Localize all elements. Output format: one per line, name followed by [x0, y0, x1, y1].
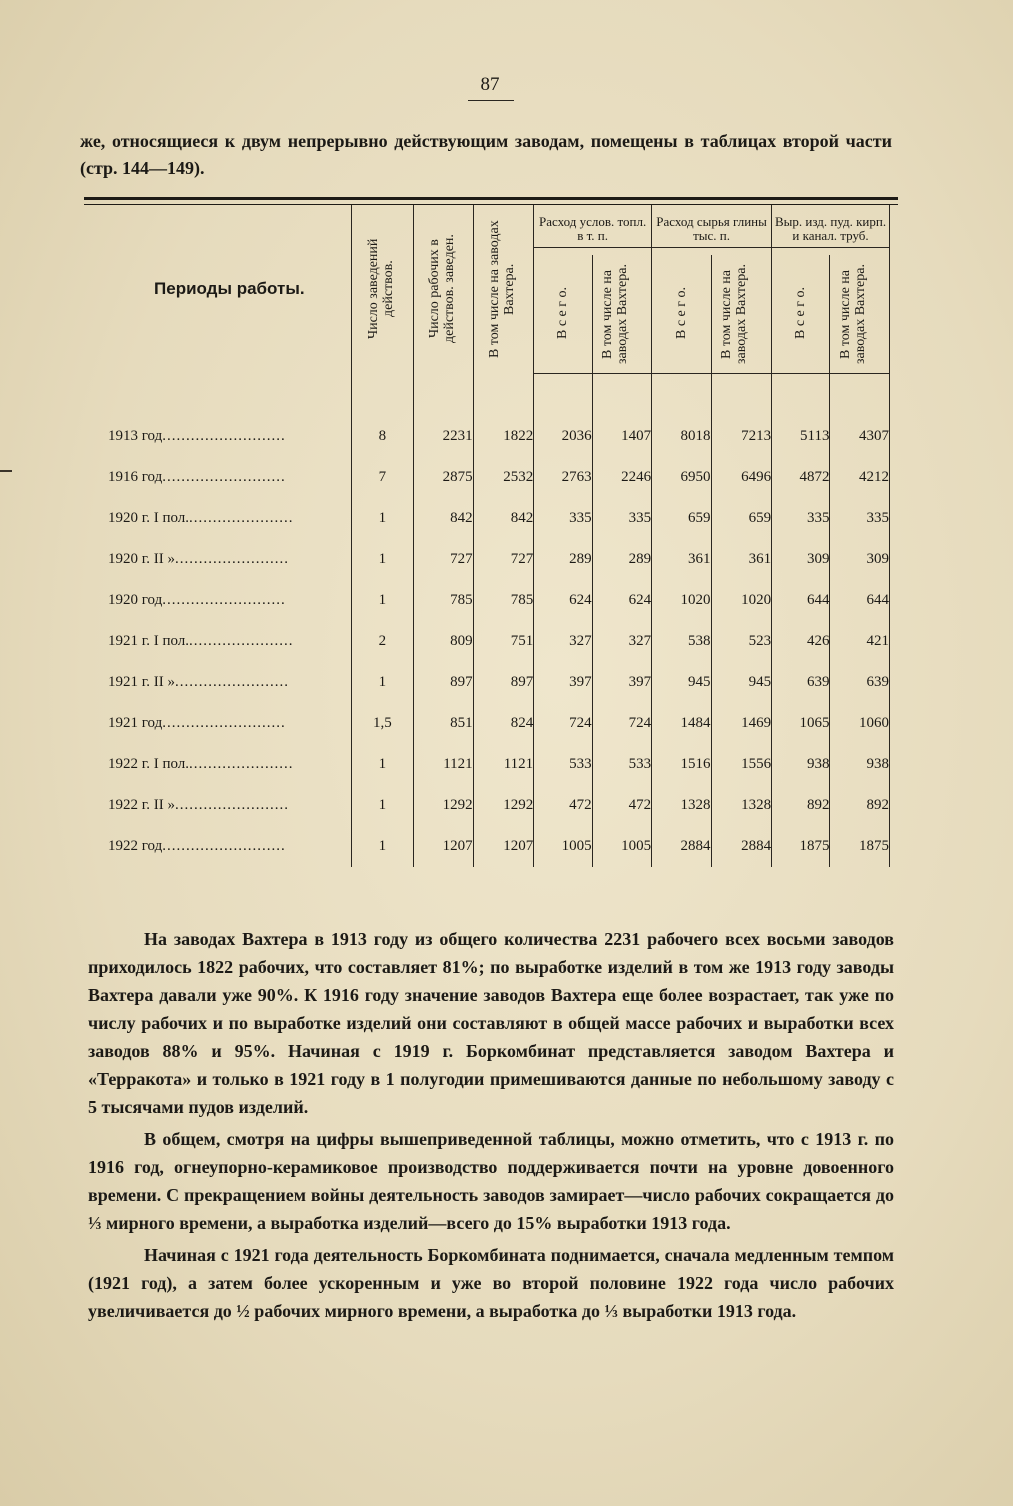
cell-fuel: 724: [534, 703, 592, 744]
cell-output-v: 1060: [830, 703, 890, 744]
row-period-label: [108, 416, 351, 457]
period-text: 1922 г. II »: [108, 796, 175, 813]
header-periods-label: Периоды работы.: [154, 279, 305, 298]
cell-clay-v: 361: [711, 539, 772, 580]
leader-dots: ..........................: [162, 427, 286, 444]
leader-dots: ......................: [189, 755, 294, 772]
cell-clay-v: 1556: [711, 744, 772, 785]
cell-output-v: 639: [830, 662, 890, 703]
cell-enterprises: 2: [351, 621, 414, 662]
header-output-total: [772, 255, 830, 374]
cell-clay-v: 6496: [711, 457, 772, 498]
cell-clay: 538: [652, 621, 711, 662]
cell-output: 335: [772, 498, 830, 539]
header-output-group: [772, 205, 890, 255]
cell-workers: 1207: [414, 826, 473, 867]
table-row: [108, 785, 890, 826]
header-num-workers: [414, 205, 473, 373]
cell-clay: 2884: [652, 826, 711, 867]
cell-fuel-v: 1005: [592, 826, 651, 867]
cell-fuel-v: 335: [592, 498, 651, 539]
cell-clay: 945: [652, 662, 711, 703]
table-row: [108, 498, 890, 539]
header-fuel-total-label: В с е г о.: [555, 287, 571, 340]
leader-dots: ........................: [174, 673, 289, 690]
cell-enterprises: 1: [351, 785, 414, 826]
leader-dots: ......................: [189, 632, 294, 649]
cell-fuel: 335: [534, 498, 592, 539]
cell-output: 644: [772, 580, 830, 621]
cell-clay-v: 523: [711, 621, 772, 662]
leader-dots: ..........................: [162, 714, 286, 731]
cell-workers: 851: [414, 703, 473, 744]
cell-fuel: 2763: [534, 457, 592, 498]
table-row: [108, 703, 890, 744]
table-row: [108, 539, 890, 580]
cell-fuel: 289: [534, 539, 592, 580]
header-workers-vakhter-label: В том числе на заводах Вахтера.: [487, 220, 518, 358]
cell-clay: 361: [652, 539, 711, 580]
cell-output-v: 309: [830, 539, 890, 580]
cell-clay: 1516: [652, 744, 711, 785]
cell-enterprises: 1: [351, 580, 414, 621]
leader-dots: ........................: [174, 796, 289, 813]
cell-fuel-v: 397: [592, 662, 651, 703]
cell-workers-v: 1292: [473, 785, 534, 826]
cell-clay: 1020: [652, 580, 711, 621]
header-clay-vakhter: [711, 255, 772, 374]
period-text: 1922 год: [108, 837, 163, 854]
header-clay-vakhter-label: В том числе на заводах Вахтера.: [719, 263, 750, 364]
cell-clay-v: 1020: [711, 580, 772, 621]
cell-workers: 1121: [414, 744, 473, 785]
cell-output: 5113: [772, 416, 830, 457]
paragraph-3: Начиная с 1921 года деятельность Боркомбината поднимается, сначала медленным темпом (1921 год), а затем более ускоренным и уже во второй половине 1922 года число рабочих увеличивается до ½ рабочих мирного времени, а выработка до ⅓ выработки 1913 года.: [88, 1245, 894, 1321]
table-row: [108, 416, 890, 457]
cell-clay-v: 7213: [711, 416, 772, 457]
cell-enterprises: 1,5: [351, 703, 414, 744]
cell-output: 639: [772, 662, 830, 703]
page-number-rule: [468, 100, 514, 101]
cell-fuel: 624: [534, 580, 592, 621]
cell-fuel-v: 533: [592, 744, 651, 785]
period-text: 1913 год: [108, 427, 163, 444]
leader-dots: ..........................: [162, 837, 286, 854]
row-period-label: [108, 785, 351, 826]
period-text: 1922 г. I пол.: [108, 755, 190, 772]
cell-output: 1065: [772, 703, 830, 744]
header-clay-group: [652, 205, 772, 255]
cell-enterprises: 1: [351, 498, 414, 539]
cell-enterprises: 1: [351, 744, 414, 785]
cell-clay-v: 2884: [711, 826, 772, 867]
cell-enterprises: 1: [351, 826, 414, 867]
cell-fuel-v: 472: [592, 785, 651, 826]
cell-output: 4872: [772, 457, 830, 498]
cell-clay-v: 945: [711, 662, 772, 703]
period-text: 1920 г. I пол.: [108, 509, 190, 526]
body-text: [88, 925, 894, 1325]
statistics-table-block: [84, 197, 898, 867]
cell-workers: 897: [414, 662, 473, 703]
header-fuel-total: [534, 255, 592, 374]
leader-dots: ..........................: [162, 591, 286, 608]
cell-output-v: 938: [830, 744, 890, 785]
cell-enterprises: 1: [351, 539, 414, 580]
cell-workers-v: 2532: [473, 457, 534, 498]
cell-output: 1875: [772, 826, 830, 867]
cell-enterprises: 1: [351, 662, 414, 703]
cell-clay-v: 1328: [711, 785, 772, 826]
header-fuel-group-label: Расход услов. топл. в т. п.: [534, 211, 651, 248]
cell-fuel: 327: [534, 621, 592, 662]
period-text: 1920 год: [108, 591, 163, 608]
period-text: 1916 год: [108, 468, 163, 485]
cell-workers-v: 727: [473, 539, 534, 580]
header-clay-group-label: Расход сырья глины тыс. п.: [652, 211, 771, 248]
cell-fuel-v: 1407: [592, 416, 651, 457]
table-row: [108, 457, 890, 498]
period-text: 1921 г. II »: [108, 673, 175, 690]
row-period-label: [108, 498, 351, 539]
cell-workers-v: 897: [473, 662, 534, 703]
paragraph-2: В общем, смотря на цифры вышеприведенной таблицы, можно отметить, что с 1913 г. по 1916 год, огнеупорно-керамиковое производство поддерживается почти на уровне довоенного времени. С прекращением войны деятельность заводов замирает—число рабочих сокращается до ⅓ мирного времени, а выработка изделий—всего до 15% выработки 1913 года.: [88, 1129, 894, 1233]
header-output-group-label: Выр. изд. пуд. кирп. и канал. труб.: [772, 211, 889, 248]
leader-dots: ......................: [189, 509, 294, 526]
table-row: [108, 580, 890, 621]
header-clay-total-label: В с е г о.: [673, 287, 689, 340]
header-num-enterprises: [351, 205, 414, 373]
cell-workers-v: 751: [473, 621, 534, 662]
cell-workers-v: 785: [473, 580, 534, 621]
cell-clay: 8018: [652, 416, 711, 457]
row-period-label: [108, 580, 351, 621]
header-fuel-vakhter-label: В том числе на заводах Вахтера.: [599, 263, 630, 364]
cell-enterprises: 7: [351, 457, 414, 498]
statistics-table: [108, 205, 890, 867]
table-row: [108, 744, 890, 785]
cell-output-v: 644: [830, 580, 890, 621]
header-num-enterprises-label: Число заведений действов.: [366, 238, 397, 340]
cell-fuel-v: 289: [592, 539, 651, 580]
cell-output-v: 421: [830, 621, 890, 662]
cell-output: 426: [772, 621, 830, 662]
leader-dots: ..........................: [162, 468, 286, 485]
header-output-vakhter-label: В том числе на заводах Вахтера.: [837, 263, 868, 364]
header-output-vakhter: [830, 255, 890, 374]
cell-output-v: 892: [830, 785, 890, 826]
cell-fuel-v: 724: [592, 703, 651, 744]
cell-fuel: 1005: [534, 826, 592, 867]
table-row: [108, 621, 890, 662]
cell-workers: 2231: [414, 416, 473, 457]
cell-workers: 785: [414, 580, 473, 621]
cell-fuel-v: 327: [592, 621, 651, 662]
cell-output: 309: [772, 539, 830, 580]
cell-workers-v: 842: [473, 498, 534, 539]
cell-clay: 659: [652, 498, 711, 539]
intro-paragraph: же, относящиеся к двум непрерывно действующим заводам, помещены в таблицах второй части (стр. 144—149).: [80, 131, 892, 178]
leader-dots: ........................: [174, 550, 289, 567]
row-period-label: [108, 457, 351, 498]
cell-fuel-v: 2246: [592, 457, 651, 498]
row-period-label: [108, 744, 351, 785]
cell-fuel: 472: [534, 785, 592, 826]
row-period-label: [108, 539, 351, 580]
row-period-label: [108, 621, 351, 662]
cell-clay-v: 659: [711, 498, 772, 539]
header-num-workers-label: Число рабочих в действов. заведен.: [427, 234, 458, 344]
cell-clay: 1328: [652, 785, 711, 826]
margin-mark: [0, 470, 12, 512]
table-body: [108, 373, 890, 867]
cell-workers-v: 1121: [473, 744, 534, 785]
cell-clay: 6950: [652, 457, 711, 498]
paragraph-1: На заводах Вахтера в 1913 году из общего количества 2231 рабочего всех восьми заводов приходилось 1822 рабочих, что составляет 81%; по выработке изделий в том же 1913 году заводы Вахтера давали уже 90%. К 1916 году значение заводов Вахтера еще более возрастает, так уже по числу рабочих и по выработке изделий они составляют в общей массе рабочих и выработки всех заводов 88% и 95%. Начиная с 1919 г. Боркомбинат представляется заводом Вахтера и «Терракота» и только в 1921 году в 1 полугодии примешиваются данные по небольшому заводу с 5 тысячами пудов изделий.: [88, 929, 894, 1117]
table-top-rule: [84, 197, 898, 200]
table-row: [108, 662, 890, 703]
header-clay-total: [652, 255, 711, 374]
header-fuel-vakhter: [592, 255, 651, 374]
period-text: 1921 г. I пол.: [108, 632, 190, 649]
row-period-label: [108, 703, 351, 744]
cell-clay: 1484: [652, 703, 711, 744]
header-periods: [108, 205, 351, 373]
table-spacer-row: [108, 373, 890, 416]
cell-clay-v: 1469: [711, 703, 772, 744]
header-workers-vakhter: [473, 205, 534, 373]
row-period-label: [108, 662, 351, 703]
cell-workers: 2875: [414, 457, 473, 498]
cell-enterprises: 8: [351, 416, 414, 457]
cell-output-v: 4212: [830, 457, 890, 498]
period-text: 1921 год: [108, 714, 163, 731]
cell-workers: 842: [414, 498, 473, 539]
cell-fuel: 397: [534, 662, 592, 703]
cell-output-v: 335: [830, 498, 890, 539]
cell-fuel-v: 624: [592, 580, 651, 621]
cell-output-v: 4307: [830, 416, 890, 457]
cell-workers-v: 1822: [473, 416, 534, 457]
cell-fuel: 2036: [534, 416, 592, 457]
cell-workers: 727: [414, 539, 473, 580]
header-fuel-group: [534, 205, 652, 255]
table-row: [108, 826, 890, 867]
cell-workers: 1292: [414, 785, 473, 826]
cell-workers-v: 1207: [473, 826, 534, 867]
row-period-label: [108, 826, 351, 867]
period-text: 1920 г. II »: [108, 550, 175, 567]
page-number: 87: [480, 74, 500, 95]
header-output-total-label: В с е г о.: [793, 287, 809, 340]
cell-output: 892: [772, 785, 830, 826]
cell-output: 938: [772, 744, 830, 785]
cell-workers: 809: [414, 621, 473, 662]
cell-output-v: 1875: [830, 826, 890, 867]
cell-workers-v: 824: [473, 703, 534, 744]
cell-fuel: 533: [534, 744, 592, 785]
